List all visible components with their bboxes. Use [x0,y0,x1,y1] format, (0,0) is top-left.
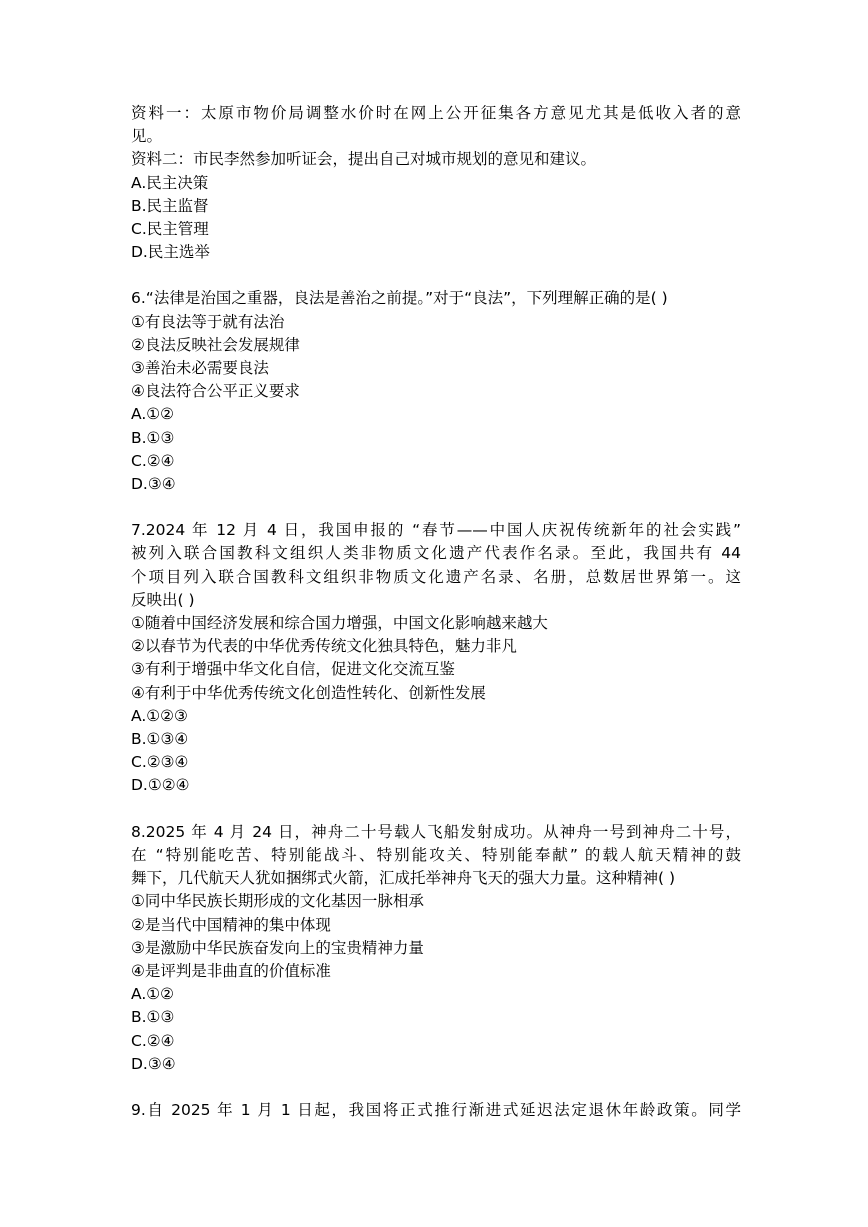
option-d: D.①②④ [131,776,190,795]
statement-2: ②是当代中国精神的集中体现 [131,915,331,934]
statement-2: ②以春节为代表的中华优秀传统文化独具特色，魅力非凡 [131,637,517,656]
spacer [131,1076,741,1099]
material-line-1: 资料一：太原市物价局调整水价时在网上公开征集各方意见尤其是低收入者的意 [131,104,741,122]
question-stem-line-4: 反映出( ) [131,590,195,609]
option-b: B.①③ [131,1008,175,1027]
question-stem-line-2: 在 “特别能吃苦、特别能战斗、特别能攻关、特别能奉献” 的载人航天精神的鼓 [131,845,741,864]
question-stem-line-3: 舞下，几代航天人犹如捆绑式火箭，汇成托举神舟飞天的强大力量。这种精神( ) [131,869,676,888]
option-b: B.①③④ [131,730,189,749]
question-stem-line-3: 个项目列入联合国教科文组织非物质文化遗产名录、名册，总数居世界第一。这 [131,567,741,586]
option-d: D.民主选举 [131,243,210,262]
statement-3: ③是激励中华民族奋发向上的宝贵精神力量 [131,938,424,957]
question-stem-line-1: 7.2024 年 12 月 4 日，我国申报的 “春节——中国人庆祝传统新年的社会实践” [131,521,741,540]
statement-1: ①同中华民族长期形成的文化基因一脉相承 [131,892,424,911]
question-stem-line-1: 8.2025 年 4 月 24 日，神舟二十号载人飞船发射成功。从神舟一号到神舟二十号， [131,822,741,841]
statement-2: ②良法反映社会发展规律 [131,335,300,354]
option-b: B.民主监督 [131,196,209,215]
question-7 [131,519,741,797]
option-c: C.②④ [131,451,175,470]
question-6 [131,287,741,496]
material-line-3: 资料二：市民李然参加听证会，提出自己对城市规划的意见和建议。 [131,150,597,169]
spacer [131,264,741,287]
statement-1: ①有良法等于就有法治 [131,312,285,331]
question-8 [131,821,741,1076]
statement-3: ③善治未必需要良法 [131,359,269,378]
document-page [131,102,741,1122]
option-d: D.③④ [131,475,176,494]
spacer [131,496,741,519]
statement-1: ①随着中国经济发展和综合国力增强，中国文化影响越来越大 [131,614,548,633]
material-block [131,102,741,264]
option-c: C.②④ [131,1031,175,1050]
option-d: D.③④ [131,1054,176,1073]
option-a: A.①② [131,405,175,424]
question-stem-line-1: 9.自 2025 年 1 月 1 日起，我国将正式推行渐进式延迟法定退休年龄政策。同学 [131,1100,741,1119]
statement-4: ④是评判是非曲直的价值标准 [131,961,331,980]
spacer [131,798,741,821]
question-stem: 6.“法律是治国之重器，良法是善治之前提。”对于“良法”，下列理解正确的是( ) [131,289,668,308]
statement-4: ④有利于中华优秀传统文化创造性转化、创新性发展 [131,683,486,702]
option-a: A.①② [131,985,175,1004]
material-line-2: 见。 [131,127,163,146]
question-stem-line-2: 被列入联合国教科文组织人类非物质文化遗产代表作名录。至此，我国共有 44 [131,544,741,563]
option-a: A.民主决策 [131,173,209,192]
option-c: C.②③④ [131,753,189,772]
option-a: A.①②③ [131,706,188,725]
statement-4: ④良法符合公平正义要求 [131,382,300,401]
option-c: C.民主管理 [131,220,209,239]
statement-3: ③有利于增强中华文化自信，促进文化交流互鉴 [131,660,455,679]
question-9 [131,1099,741,1122]
option-b: B.①③ [131,428,175,447]
